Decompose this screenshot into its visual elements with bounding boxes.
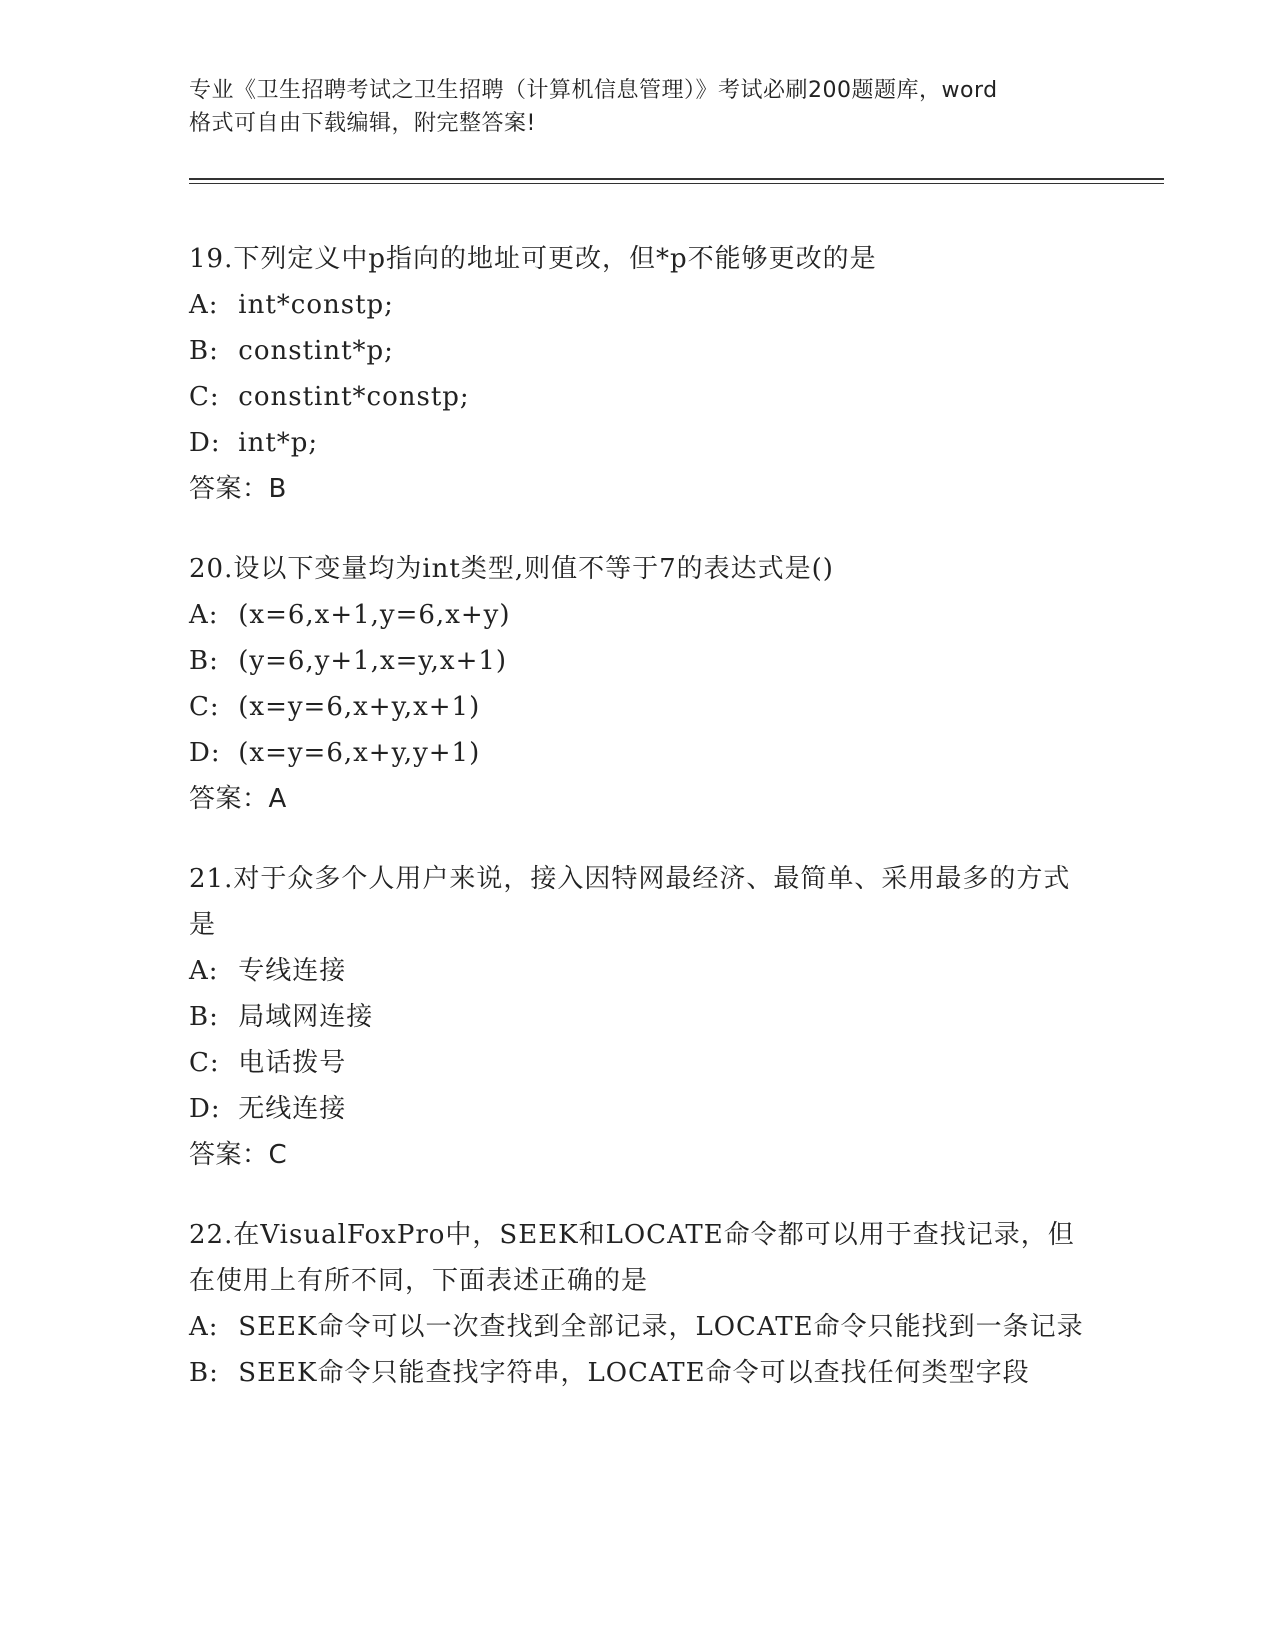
option-key: B:	[189, 646, 219, 676]
option-text: (y=6,y+1,x=y,x+1)	[238, 646, 508, 676]
option-text: (x=y=6,x+y,y+1)	[238, 738, 481, 768]
question-text: 21.对于众多个人用户来说，接入因特网最经济、最简单、采用最多的方式是	[189, 864, 1071, 940]
option-b	[189, 994, 1089, 1040]
option-key: B:	[189, 1002, 219, 1032]
option-text: (x=y=6,x+y,x+1)	[238, 692, 481, 722]
answer: 答案：C	[189, 1140, 288, 1170]
question-21	[189, 856, 1089, 1178]
option-text: constint*p;	[238, 336, 394, 366]
option-a	[189, 1304, 1089, 1350]
option-key: A:	[189, 290, 219, 320]
header-line-1: 专业《卫生招聘考试之卫生招聘（计算机信息管理）》考试必刷200题题库，word	[189, 78, 998, 103]
option-key: C:	[189, 692, 220, 722]
option-text: (x=6,x+1,y=6,x+y)	[238, 600, 511, 630]
option-key: D:	[189, 428, 221, 458]
question-text: 22.在VisualFoxPro中，SEEK和LOCATE命令都可以用于查找记录，但在使用上有所不同，下面表述正确的是	[189, 1220, 1075, 1296]
option-key: C:	[189, 1048, 220, 1078]
option-a	[189, 948, 1089, 994]
option-text: constint*constp;	[238, 382, 470, 412]
question-list	[189, 236, 1089, 1430]
header-line-2: 格式可自由下载编辑，附完整答案!	[189, 111, 536, 136]
option-b	[189, 328, 1089, 374]
option-key: C:	[189, 382, 220, 412]
question-text: 20.设以下变量均为int类型,则值不等于7的表达式是()	[189, 554, 834, 584]
option-text: 电话拨号	[238, 1048, 347, 1078]
option-key: A:	[189, 1312, 219, 1342]
option-text: 专线连接	[238, 956, 347, 986]
document-header	[189, 74, 1089, 140]
option-key: A:	[189, 956, 219, 986]
option-d	[189, 1086, 1089, 1132]
option-d	[189, 420, 1089, 466]
header-divider-thin	[189, 183, 1164, 184]
option-key: D:	[189, 738, 221, 768]
option-b	[189, 638, 1089, 684]
option-b	[189, 1350, 1089, 1396]
option-d	[189, 730, 1089, 776]
option-text: 无线连接	[238, 1094, 347, 1124]
answer: 答案：A	[189, 784, 287, 814]
option-key: B:	[189, 336, 219, 366]
option-c	[189, 684, 1089, 730]
question-22	[189, 1212, 1089, 1396]
question-19	[189, 236, 1089, 512]
option-a	[189, 592, 1089, 638]
answer: 答案：B	[189, 474, 287, 504]
option-key: B:	[189, 1358, 219, 1388]
option-key: A:	[189, 600, 219, 630]
question-text: 19.下列定义中p指向的地址可更改，但*p不能够更改的是	[189, 244, 877, 274]
option-c	[189, 1040, 1089, 1086]
option-text: SEEK命令只能查找字符串，LOCATE命令可以查找任何类型字段	[238, 1358, 1030, 1388]
header-divider-thick	[189, 178, 1164, 180]
question-20	[189, 546, 1089, 822]
option-c	[189, 374, 1089, 420]
option-a	[189, 282, 1089, 328]
option-text: int*constp;	[238, 290, 394, 320]
option-key: D:	[189, 1094, 221, 1124]
option-text: SEEK命令可以一次查找到全部记录，LOCATE命令只能找到一条记录	[238, 1312, 1084, 1342]
option-text: int*p;	[238, 428, 319, 458]
option-text: 局域网连接	[238, 1002, 374, 1032]
